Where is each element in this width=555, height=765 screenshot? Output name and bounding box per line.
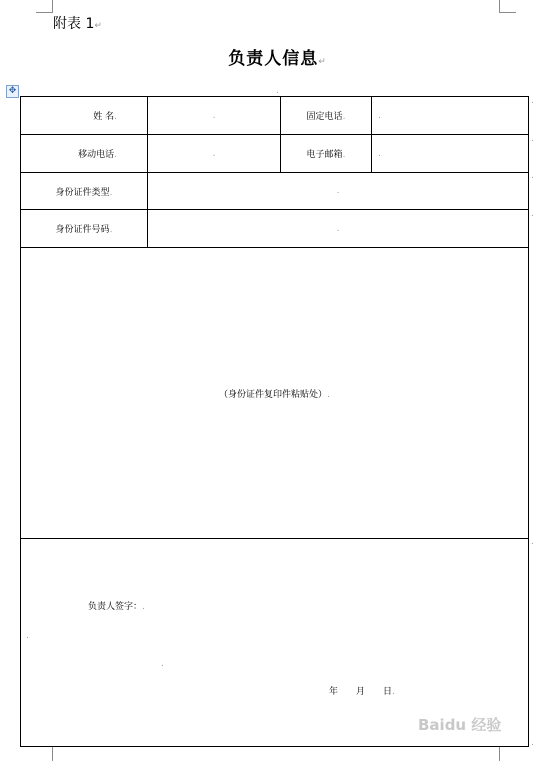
empty-paragraph-mark: . — [26, 631, 29, 641]
row-end-mark: . — [531, 209, 534, 219]
id-number-label: 身份证件号码 — [55, 225, 110, 235]
cell-end-mark: . — [114, 112, 117, 122]
paragraph-mark: ↵ — [94, 21, 102, 31]
id-type-value-cell[interactable] — [148, 173, 529, 210]
row-end-mark: . — [531, 171, 534, 181]
id-copy-paste-area[interactable] — [21, 248, 529, 539]
page-corner-mark — [499, 0, 516, 13]
date-year: 年 — [329, 687, 339, 697]
title-text: 负责人信息 — [228, 49, 319, 69]
mobile-label: 移动电话 — [78, 150, 115, 160]
table-row — [21, 173, 529, 210]
name-value-cell[interactable] — [148, 97, 281, 135]
paragraph-mark: . — [276, 86, 279, 96]
paragraph-mark: ↵ — [318, 57, 327, 67]
id-number-label-cell — [21, 210, 148, 248]
cell-end-mark: . — [336, 186, 340, 196]
date-month: 月 — [356, 687, 366, 697]
row-end-mark: . — [531, 96, 534, 106]
table-row — [21, 210, 529, 248]
id-number-value-cell[interactable] — [148, 210, 529, 248]
cell-end-mark: . — [336, 223, 340, 234]
cell-end-mark: . — [212, 148, 216, 159]
name-label: 姓 名 — [93, 112, 115, 122]
email-label: 电子邮箱 — [306, 150, 343, 160]
page-corner-mark — [36, 746, 53, 761]
signature-label — [88, 599, 145, 612]
table-row — [21, 135, 529, 173]
page-corner-mark — [36, 0, 53, 13]
cell-end-mark: . — [378, 148, 381, 159]
id-copy-placeholder: （身份证件复印件粘贴处） — [219, 389, 328, 400]
name-label-cell — [21, 97, 148, 135]
table-row — [21, 248, 529, 539]
cell-end-mark: . — [327, 389, 330, 400]
row-end-mark: . — [531, 738, 534, 748]
cell-end-mark: . — [392, 687, 395, 697]
page-title — [0, 44, 555, 69]
landline-label-cell — [281, 97, 372, 135]
page-corner-mark — [499, 746, 516, 761]
id-type-label: 身份证件类型 — [55, 187, 110, 198]
id-type-label-cell — [21, 173, 148, 210]
signature-label-text: 负责人签字： — [88, 602, 143, 612]
appendix-label — [53, 13, 102, 33]
row-end-mark: . — [531, 537, 534, 547]
table-move-handle-icon[interactable]: ✥ — [6, 85, 19, 98]
table-row — [21, 97, 529, 135]
appendix-text: 附表 1 — [53, 16, 95, 32]
cell-end-mark: . — [142, 602, 145, 612]
date-day: 日 — [383, 687, 393, 697]
cell-end-mark: . — [212, 110, 216, 121]
baidu-watermark: Baidu 经验 — [418, 716, 502, 734]
cell-end-mark: . — [114, 150, 117, 160]
email-label-cell — [281, 135, 372, 173]
email-value-cell[interactable] — [372, 135, 529, 173]
signature-date — [329, 684, 395, 697]
cell-end-mark: . — [109, 187, 113, 198]
mobile-value-cell[interactable] — [148, 135, 281, 173]
landline-value-cell[interactable] — [372, 97, 529, 135]
mobile-label-cell — [21, 135, 148, 173]
responsible-person-table — [20, 96, 529, 747]
cell-end-mark: . — [342, 150, 346, 160]
cell-end-mark: . — [378, 110, 381, 121]
empty-paragraph-mark: . — [161, 659, 164, 669]
cell-end-mark: . — [109, 225, 113, 235]
row-end-mark: . — [531, 134, 534, 144]
landline-label: 固定电话 — [306, 112, 343, 122]
cell-end-mark: . — [342, 112, 346, 122]
